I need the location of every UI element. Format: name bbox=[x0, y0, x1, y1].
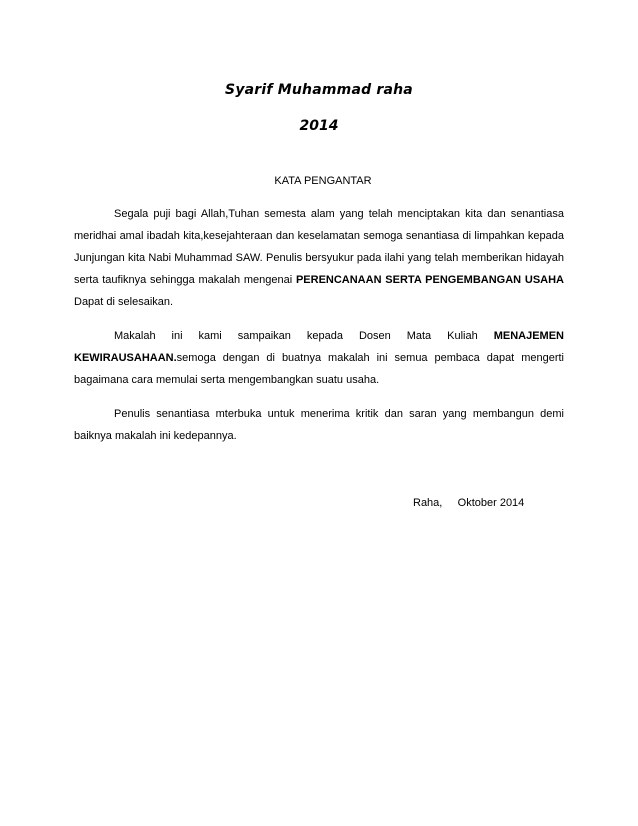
author-name: Syarif Muhammad raha bbox=[225, 82, 413, 98]
signoff-date: Oktober 2014 bbox=[457, 497, 525, 509]
body-text bbox=[74, 203, 564, 459]
paragraph-1-text-b: Dapat di selesaikan. bbox=[74, 296, 174, 308]
paragraph-2-bold: MENAJEMEN KEWIRAUSAHAAN. bbox=[74, 330, 564, 364]
paragraph-1-bold: PERENCANAAN SERTA PENGEMBANGAN USAHA bbox=[295, 274, 564, 286]
signoff bbox=[413, 497, 524, 509]
paragraph-3-text: Penulis senantiasa mterbuka untuk menerima kritik dan saran yang membangun demi baiknya makalah ini kedepannya. bbox=[74, 408, 564, 442]
paragraph-1 bbox=[74, 203, 564, 313]
signoff-place: Raha, bbox=[413, 497, 443, 509]
paragraph-1-text-a: Segala puji bagi Allah,Tuhan semesta alam yang telah menciptakan kita dan senantiasa meridhai amal ibadah kita,kesejahteraan dan keselamatan semoga senantiasa di limpahkan kepada Junjungan kita Nabi Muhammad SAW. Penulis bersyukur pada ilahi yang telah memberikan hidayah serta taufiknya sehingga makalah mengenai bbox=[74, 208, 564, 286]
paragraph-2 bbox=[74, 325, 564, 391]
document-year: 2014 bbox=[299, 118, 339, 134]
paragraph-2-text-a: Makalah ini kami sampaikan kepada Dosen Mata Kuliah bbox=[114, 330, 494, 342]
section-title: KATA PENGANTAR bbox=[274, 175, 372, 187]
paragraph-2-text-b: semoga dengan di buatnya makalah ini semua pembaca dapat mengerti bagaimana cara memulai serta mengembangkan suatu usaha. bbox=[74, 352, 564, 386]
paragraph-3 bbox=[74, 403, 564, 447]
